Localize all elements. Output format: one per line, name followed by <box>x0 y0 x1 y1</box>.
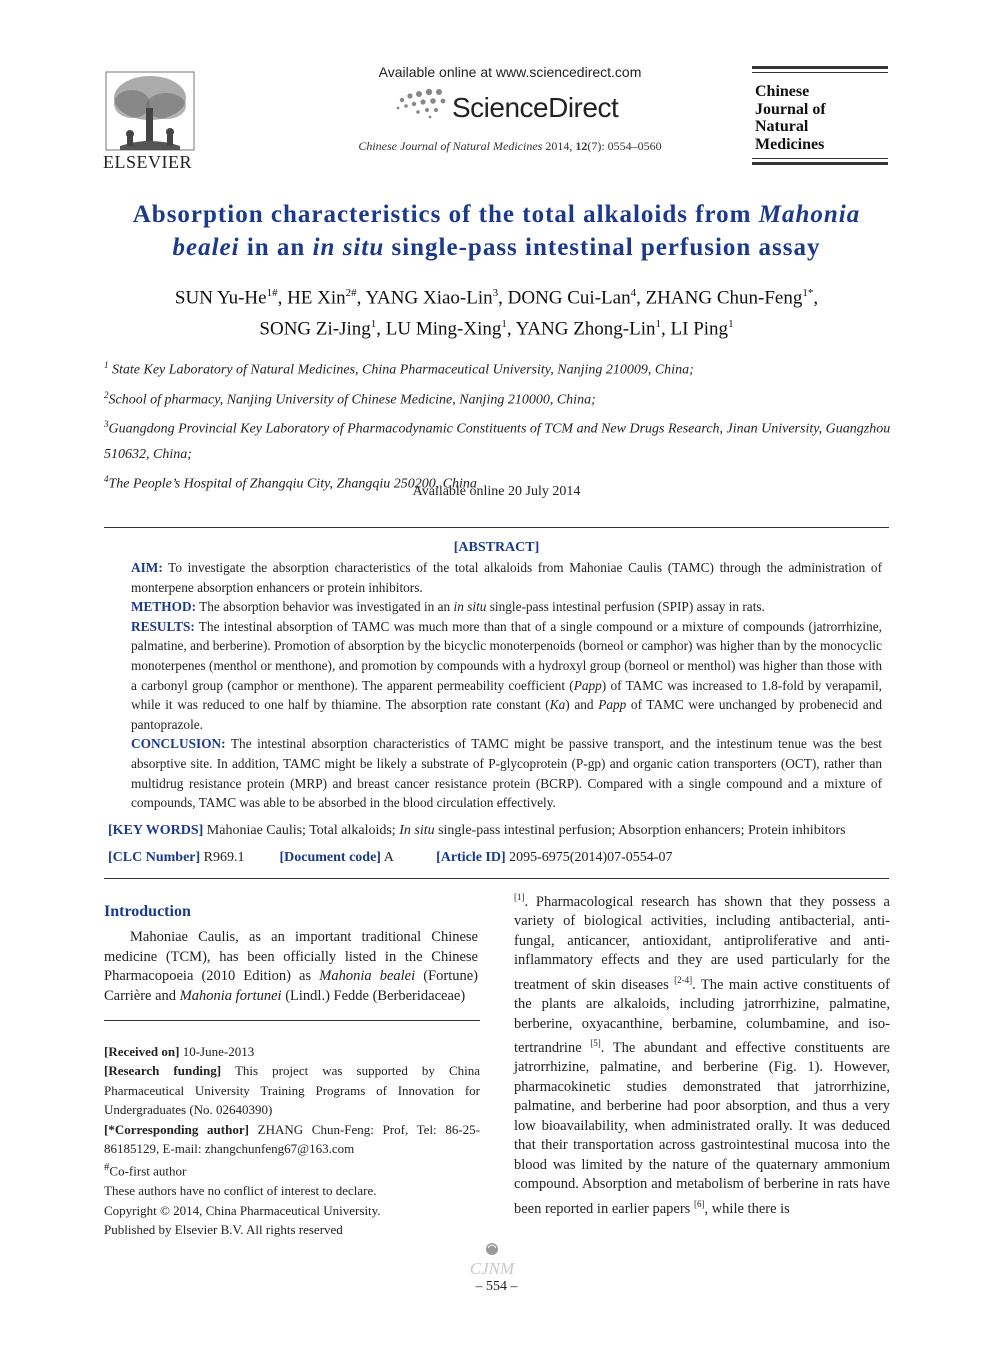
journal-name-box <box>752 66 888 166</box>
journal-name: Chinese Journal of Natural Medicines <box>755 83 826 153</box>
author-list: SUN $Yu-He^{1\#}$, HE Xin$^{2\#}$, YANG Xiao-Lin$^3$, DONG Cui-Lan$^4$, ZHANG Chun-Feng$^{1*}$, SONG Zi-Jing$^1$, LU Ming-Xing$^1$, YANG Zhong-Lin$^1$, LI Ping$^1$ <box>174 287 819 340</box>
publisher-name: ELSEVIER <box>103 152 192 172</box>
article-notes <box>104 1042 480 1239</box>
journal-citation: Chinese Journal of Natural Medicines 2014, 12(7): 0554–0560 <box>358 139 662 153</box>
abstract-method: METHOD: The absorption behavior was investigated in an in situ single-pass intestinal perfusion (SPIP) assay in rats. <box>131 599 765 615</box>
affiliation-item: $^3$Guangdong Provincial Key Laboratory of Pharmacodynamic Constituents of TCM and New Drugs Research, Jinan University, Guangzhou 510632, China; <box>104 419 891 462</box>
available-online-link[interactable]: Available online at www.sciencedirect.com <box>378 64 642 80</box>
affiliation-item: $^1$ State Key Laboratory of Natural Medicines, China Pharmaceutical University, Nanjing 210009, China; <box>104 360 694 378</box>
corresponding-author-note: [*Corresponding author] ZHANG Chun-Feng: Prof, Tel: 86-25-86185129, E-mail: zhangchunfeng67@163.com <box>104 1121 480 1157</box>
affiliation-list <box>104 353 894 497</box>
abstract-conclusion: CONCLUSION: The intestinal absorption characteristics of TAMC might be passive transport, and the intestinum tenue was the best absorptive site. In addition, TAMC might be likely a substrate of P-glycoprotein (P-gp) and organic cation transporters (OCT), rather than multidrug resistance protein (MRP) and breast cancer resistance protein (BCRP). Compared with a single compound and a mixture of compounds, TAMC was able to be absorbed in the blood circulation effectively. <box>131 736 882 811</box>
classification-line: [CLC Number] R969.1 [Document code] A [Article ID] 2095-6975(2014)07-0554-07 <box>108 850 673 865</box>
co-first-author-note: #Co-first author <box>104 1161 187 1179</box>
svg-text:CJNM: CJNM <box>469 1259 515 1278</box>
body-paragraph-right: [1]. Pharmacological research has shown that they possess a variety of biological activities, including antibacterial, anti-fungal, anticancer, antioxidant, antiproliferative and anti-inflammatory effects and they are used particularly for the treatment of skin diseases [2-4]. The main active constituents of the plants are alkaloids, including jatrorrhizine, palmatine, berberine, oxyacanthine, berbamine, columbamine, and iso-tertrandrine [5]. The abundant and effective constituents are jatrorrhizine, palmatine, and berberine (Fig. 1). However, pharmacokinetic studies demonstrated that jatrorrhizine, palmatine, and berberine had poor absorption, and thus a very low bioavailability, when administrated orally. It was deduced that their transportation across gastrointestinal mucosa into the blood was limited by the nature of the quaternary ammonium compound. Absorption and metabolism of berberine in rats have been reported in earlier papers [6], while there is <box>514 892 890 1217</box>
footnote-divider <box>104 1020 480 1021</box>
section-divider <box>104 527 889 528</box>
cjnm-logo-icon <box>452 1240 532 1280</box>
received-note: [Received on] 10-June-2013 <box>104 1044 255 1059</box>
affiliation-item: $^2$School of pharmacy, Nanjing University of Chinese Medicine, Nanjing 210000, China; <box>104 389 596 408</box>
introduction-heading: Introduction <box>104 903 191 920</box>
abstract-results: RESULTS: The intestinal absorption of TAMC was much more than that of a single compound or a mixture of compounds (jatrorrhizine, palmatine, and berberine). Promotion of absorption by the bicyclic monoterpenoids (borneol or camphor) was higher than by the monocyclic monoterpenes (menthol or menthone), and promotion by compounds with a hydroxyl group (borneol or menthol) was higher than those with a carbonyl group (camphor or menthone). The apparent permeability coefficient (Papp) of TAMC was increased to 1.8-fold by verapamil, while it was reduced to one half by thiamine. The absorption rate constant (Ka) and Papp of TAMC were unchanged by probenecid and pantoprazole. <box>131 618 883 732</box>
abstract-aim: AIM: To investigate the absorption characteristics of the total alkaloids from Mahoniae Caulis (TAMC) through the administration of monterpene absorption enhancers or protein inhibitors. <box>131 560 882 595</box>
keywords-line: [KEY WORDS] Mahoniae Caulis; Total alkaloids; In situ single-pass intestinal perfusion; Absorption enhancers; Protein inhibitors <box>108 823 846 838</box>
available-online-date: Available online 20 July 2014 <box>412 484 581 499</box>
abstract-body <box>131 558 882 813</box>
publisher-note: Published by Elsevier B.V. All rights reserved <box>104 1221 343 1237</box>
affiliation-item: $^4$The People’s Hospital of Zhangqiu City, Zhangqiu 250200, China <box>104 473 477 492</box>
sciencedirect-dots-icon <box>392 86 450 122</box>
sciencedirect-logo-text: ScienceDirect <box>452 92 619 123</box>
funding-note: [Research funding] This project was supported by China Pharmaceutical University Training Programs of Innovation for Undergraduates (No. 02640390) <box>104 1063 480 1118</box>
article-title: Absorption characteristics of the total alkaloids from Mahonia bealei in an in situ single-pass intestinal perfusion assay <box>132 201 861 261</box>
section-divider <box>104 878 889 879</box>
abstract-heading: [ABSTRACT] <box>453 540 540 555</box>
copyright-note: Copyright © 2014, China Pharmaceutical University. <box>104 1202 381 1218</box>
introduction-paragraph: Mahoniae Caulis, as an important traditional Chinese medicine (TCM), has been officially listed in the Chinese Pharmacopoeia (2010 Edition) as Mahonia bealei (Fortune) Carrière and Mahonia fortunei (Lindl.) Fedde (Berberidaceae) <box>104 929 478 1004</box>
conflict-note: These authors have no conflict of interest to declare. <box>104 1183 377 1199</box>
page-number: – 554 – <box>475 1279 518 1294</box>
